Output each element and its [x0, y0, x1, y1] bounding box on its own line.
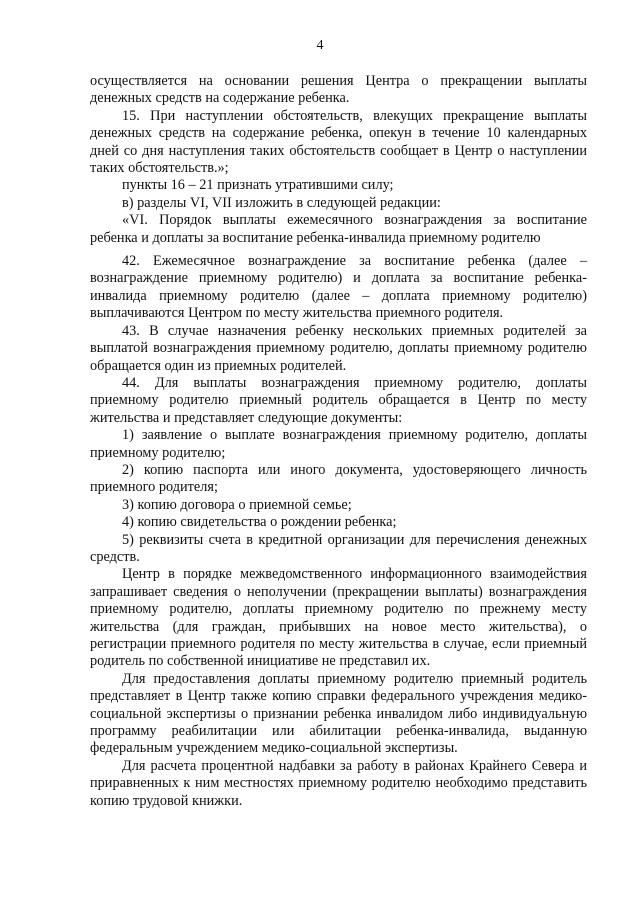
paragraph-interagency-request: Центр в порядке межведомственного информационного взаимодействия запрашивает сведения о неполучении (прекращении выплаты) вознаграждения приемному родителю, доплаты приемному родителю по прежнему месту жительства (для граждан, прибывших на новое место жительства), о регистрации приемного родителя по месту жительства в случае, если приемный родитель по собственной инициативе не представил их. [90, 566, 587, 670]
list-item-2: 2) копию паспорта или иного документа, удостоверяющего личность приемного родителя; [90, 461, 587, 496]
paragraph-item-43: 43. В случае назначения ребенку нескольких приемных родителей за выплатой вознаграждения приемному родителю, доплаты приемному родителю обращается один из приемных родителей. [90, 322, 587, 374]
paragraph-item-42: 42. Ежемесячное вознаграждение за воспитание ребенка (далее – вознаграждение приемному родителю) и доплата за воспитание ребенка-инвалида приемному родителю (далее – доплата приемному родителю) выплачиваются Центром по месту жительства приемного родителя. [90, 253, 587, 322]
list-item-5: 5) реквизиты счета в кредитной организации для перечисления денежных средств. [90, 531, 587, 565]
paragraph-north-allowance: Для расчета процентной надбавки за работу в районах Крайнего Севера и приравненных к ним местностях приемному родителю необходимо представить копию трудовой книжки. [90, 757, 587, 809]
paragraph-items-16-21-repealed: пункты 16 – 21 признать утратившими силу; [122, 177, 394, 194]
list-item-4: 4) копию свидетельства о рождении ребенка; [122, 514, 397, 531]
paragraph-item-44: 44. Для выплаты вознаграждения приемному родителю, доплаты приемному родителю приемный родитель обращается в Центр по месту жительства и представляет следующие документы: [90, 374, 587, 426]
section-heading-vi: «VI. Порядок выплаты ежемесячного вознаграждения за воспитание ребенка и доплаты за воспитание ребенка-инвалида приемному родителю [90, 212, 587, 246]
list-item-3: 3) копию договора о приемной семье; [122, 496, 352, 513]
document-body [90, 73, 587, 810]
paragraph-item-15: 15. При наступлении обстоятельств, влекущих прекращение выплаты денежных средств на содержание ребенка, опекун в течение 10 календарных дней со дня наступления таких обстоятельств сообщает в Центр о наступлении таких обстоятельств.»; [90, 107, 587, 177]
paragraph-continuation: осуществляется на основании решения Центра о прекращении выплаты денежных средств на содержание ребенка. [90, 73, 587, 107]
list-item-1: 1) заявление о выплате вознаграждения приемному родителю, доплаты приемному родителю; [90, 427, 587, 461]
paragraph-disability-documents: Для предоставления доплаты приемному родителю приемный родитель представляет в Центр также копию справки федерального учреждения медико-социальной экспертизы о признании ребенка инвалидом либо индивидуальную программу реабилитации или абилитации ребенка-инвалида, выданную федеральным учреждением медико-социальной экспертизы. [90, 670, 587, 757]
paragraph-sections-amendment: в) разделы VI, VII изложить в следующей редакции: [122, 194, 441, 211]
page-number: 4 [316, 38, 324, 53]
